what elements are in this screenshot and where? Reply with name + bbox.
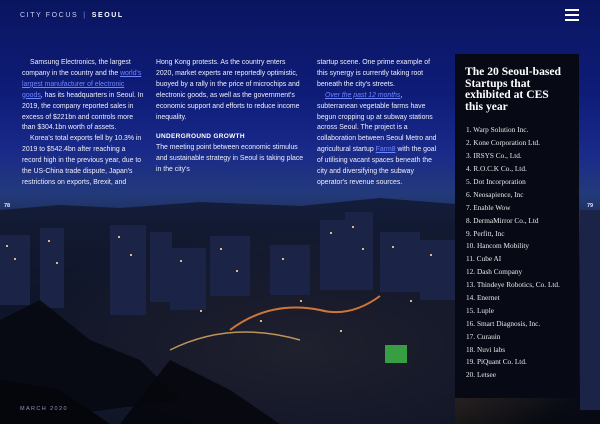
list-item: 2. Kone Corporation Ltd. xyxy=(466,138,540,148)
list-item: 20. Letsee xyxy=(466,370,496,380)
page-number-left: 78 xyxy=(4,203,11,209)
list-item: 12. Dash Company xyxy=(466,267,523,277)
section-label: CITY FOCUS xyxy=(20,12,79,19)
list-item: 9. Perfitt, Inc xyxy=(466,228,505,238)
startup-list xyxy=(455,112,579,383)
list-item: 8. DermaMirror Co., Ltd xyxy=(466,215,539,225)
breadcrumb-separator: | xyxy=(83,12,87,19)
list-item: 4. R.O.C.K Co., Ltd. xyxy=(466,164,527,174)
paragraph: Hong Kong protests. As the country enters 2020, market experts are reportedly optimistic, buoyed by a rally in the price of microchips and electronic goods, as well as the government's economic support and efforts to reduce income inequality. xyxy=(156,59,300,121)
hamburger-menu-icon[interactable] xyxy=(565,9,579,21)
sidebar-title: The 20 Seoul-based Startups that exhibited at CES this year xyxy=(465,65,561,113)
list-item: 19. PiQuant Co. Ltd. xyxy=(466,357,527,367)
list-item: 15. Luple xyxy=(466,305,494,315)
list-item: 6. Neosapience, Inc xyxy=(466,189,524,199)
past-12-months-link[interactable]: Over the past 12 months xyxy=(325,91,401,99)
list-item: 11. Cube AI xyxy=(466,254,502,264)
article-column-1 xyxy=(22,58,144,189)
list-item: 18. Nuvi labs xyxy=(466,344,506,354)
city-label: SEOUL xyxy=(91,12,124,19)
list-item: 13. Thindeye Robotics, Co. Ltd. xyxy=(466,280,560,290)
article-column-3 xyxy=(317,58,441,189)
world-largest-manufacturer-link[interactable]: world's largest manufacturer of electronic goods xyxy=(22,69,142,99)
paragraph: The meeting point between economic stimulus and sustainable strategy in Seoul is taking place in the city's xyxy=(156,144,304,174)
list-item: 3. IRSYS Co., Ltd. xyxy=(466,151,522,161)
article-column-2 xyxy=(156,58,304,176)
farm8-link[interactable]: Farm8 xyxy=(375,146,396,154)
list-item: 7. Enable Wow xyxy=(466,202,511,212)
paragraph: startup scene. One prime example of this synergy is currently taking root beneath the city's streets. xyxy=(317,59,430,88)
startups-sidebar xyxy=(455,54,579,398)
list-item: 14. Enernet xyxy=(466,292,500,302)
issue-date: MARCH 2020 xyxy=(20,406,68,412)
list-item: 1. Warp Solution Inc. xyxy=(466,125,529,135)
list-item: 10. Hancom Mobility xyxy=(466,241,530,251)
list-item: 16. Smart Diagnosis, Inc. xyxy=(466,318,541,328)
paragraph: Over the past 12 months, subterranean vegetable farms have begun cropping up at subway stations across Seoul. The project is a collaboration between Seoul Metro and agricultural startup Farm8 with the goal of utilising vacant spaces beneath the city and diversifying the subway operator's revenue sources. xyxy=(317,91,437,186)
top-bar xyxy=(0,0,600,30)
section-heading: UNDERGROUND GROWTH xyxy=(156,133,245,141)
paragraph: Samsung Electronics, the largest company in the country and the world's largest manufacturer of electronic goods, has its headquarters in Seoul. In 2019, the company reported sales in excess of $221bn and controls more than $304.1bn worth of assets. xyxy=(22,59,144,132)
paragraph: Korea's total exports fell by 10.3% in 2019 to $542.4bn after reaching a record high in the previous year, due to the US-China trade dispute, Japan's restrictions on exports, Brexit, and xyxy=(22,135,142,186)
section-breadcrumb xyxy=(20,12,124,19)
page-number-right: 79 xyxy=(587,203,594,209)
list-item: 17. Curauin xyxy=(466,331,501,341)
list-item: 5. Dot Incorporation xyxy=(466,176,526,186)
